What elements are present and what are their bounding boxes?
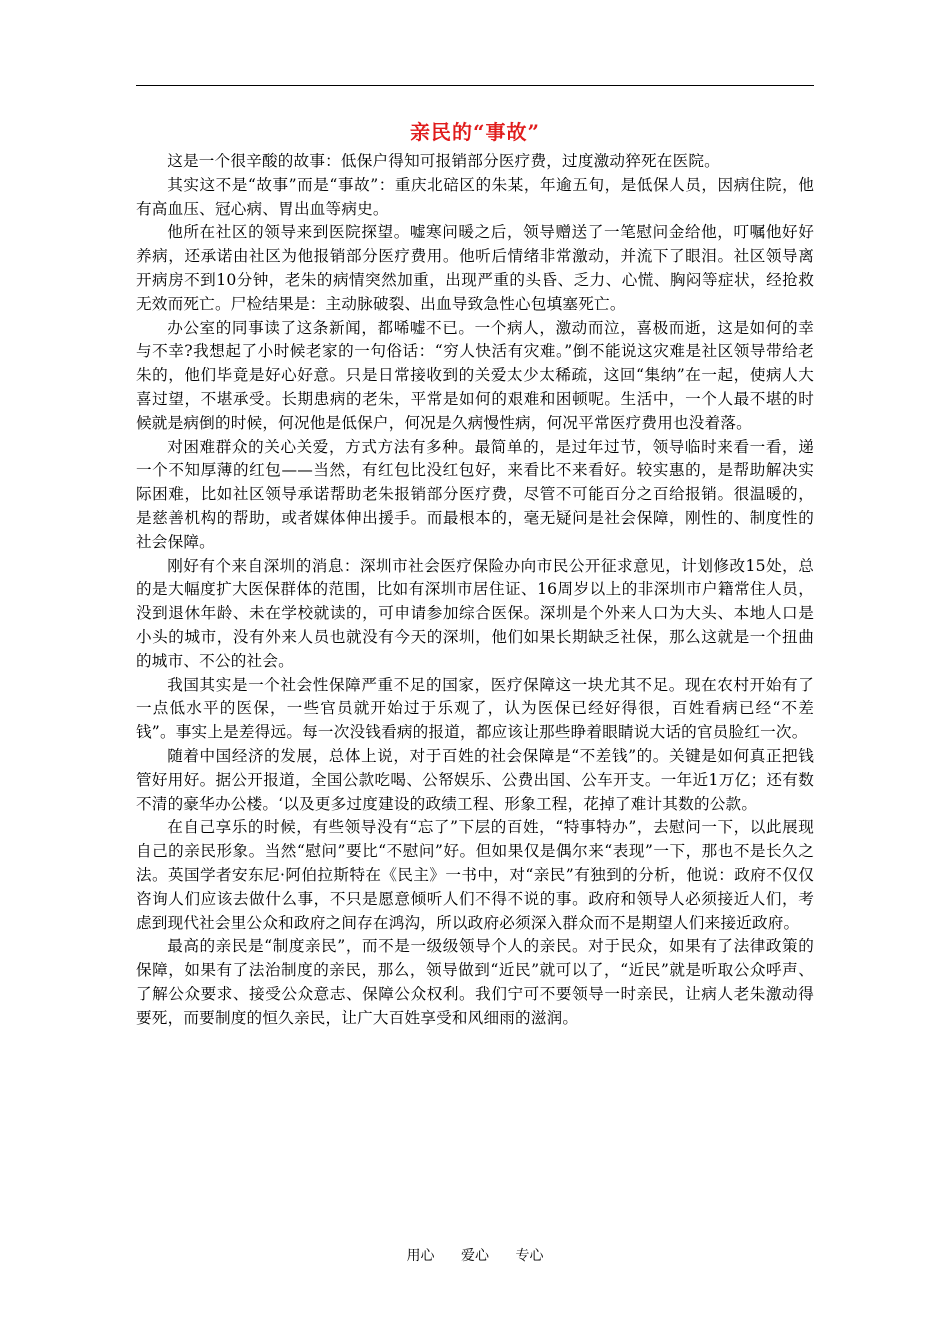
paragraph-4: 办公室的同事读了这条新闻，都唏嘘不已。一个病人，激动而泣，喜极而逝，这是如何的幸与不幸?我想起了小时候老家的一句俗话：“穷人快活有灾难。”倒不能说这灾难是社区领导带给老朱的，他们毕竟是好心好意。只是日常接收到的关爱太少太稀疏，这回“集纳”在一起，使病人大喜过望，不堪承受。长期患病的老朱，平常是如何的艰难和困顿呢。生活中，一个人最不堪的时候就是病倒的时候，何况他是低保户，何况是久病慢性病，何况平常医疗费用也没着落。 xyxy=(136,318,814,432)
paragraph-6: 刚好有个来自深圳的消息：深圳市社会医疗保险办向市民公开征求意见，计划修改15处，总的是大幅度扩大医保群体的范围，比如有深圳市居住证、16周岁以上的非深圳市户籍常住人员，没到退休年龄、未在学校就读的，可申请参加综合医保。深圳是个外来人口为大头、本地人口是小头的城市，没有外来人员也就没有今天的深圳，他们如果长期缺乏社保，那么这就是一个扭曲的城市、不公的社会。 xyxy=(136,556,814,670)
article-body xyxy=(136,150,814,1030)
paragraph-1: 这是一个很辛酸的故事：低保户得知可报销部分医疗费，过度激动猝死在医院。 xyxy=(167,152,720,170)
paragraph-7: 我国其实是一个社会性保障严重不足的国家，医疗保障这一块尤其不足。现在农村开始有了一点低水平的医保，一些官员就开始过于乐观了，认为医保已经好得很，百姓看病已经“不差钱”。事实上是差得远。每一次没钱看病的报道，都应该让那些睁着眼睛说大话的官员脸红一次。 xyxy=(136,675,814,742)
paragraph-10: 最高的亲民是“制度亲民”，而不是一级级领导个人的亲民。对于民众，如果有了法律政策的保障，如果有了法治制度的亲民，那么，领导做到“近民”就可以了，“近民”就是听取公众呼声、了解公众要求、接受公众意志、保障公众权利。我们宁可不要领导一时亲民，让病人老朱激动得要死，而要制度的恒久亲民，让广大百姓享受和风细雨的滋润。 xyxy=(136,937,814,1027)
paragraph-3: 他所在社区的领导来到医院探望。嘘寒问暖之后，领导赠送了一笔慰问金给他，叮嘱他好好养病，还承诺由社区为他报销部分医疗费用。他听后情绪非常激动，并流下了眼泪。社区领导离开病房不到10分钟，老朱的病情突然加重，出现严重的头昏、乏力、心慌、胸闷等症状，经抢救无效而死亡。尸检结果是：主动脉破裂、出血导致急性心包填塞死亡。 xyxy=(136,223,814,313)
page-footer: 用心 爱心 专心 xyxy=(406,1248,544,1264)
paragraph-9: 在自己享乐的时候，有些领导没有“忘了”下层的百姓，“特事特办”，去慰问一下，以此展现自己的亲民形象。当然“慰问”要比“不慰问”好。但如果仅是偶尔来“表现”一下，那也不是长久之法。英国学者安东尼·阿伯拉斯特在《民主》一书中，对“亲民”有独到的分析，他说：政府不仅仅咨询人们应该去做什么事，不只是愿意倾听人们不得不说的事。政府和领导人必须接近人们，考虑到现代社会里公众和政府之间存在鸿沟，所以政府必须深入群众而不是期望人们来接近政府。 xyxy=(136,818,814,932)
paragraph-8: 随着中国经济的发展，总体上说，对于百姓的社会保障是“不差钱”的。关键是如何真正把钱管好用好。据公开报道，全国公款吃喝、公帑娱乐、公费出国、公车开支。一年近1万亿；还有数不清的豪华办公楼。‘以及更多过度建设的政绩工程、形象工程，花掉了难计其数的公款。 xyxy=(136,746,814,813)
paragraph-2: 其实这不是“故事”而是“事故”：重庆北碚区的朱某，年逾五旬，是低保人员，因病住院，他有高血压、冠心病、胃出血等病史。 xyxy=(136,175,814,218)
article-title: 亲民的“事故” xyxy=(409,120,540,144)
paragraph-5: 对困难群众的关心关爱，方式方法有多种。最简单的，是过年过节，领导临时来看一看，递一个不知厚薄的红包——当然，有红包比没红包好，来看比不来看好。较实惠的，是帮助解决实际困难，比如社区领导承诺帮助老朱报销部分医疗费，尽管不可能百分之百给报销。很温暖的，是慈善机构的帮助，或者媒体伸出援手。而最根本的，毫无疑问是社会保障，刚性的、制度性的社会保障。 xyxy=(136,437,814,551)
header-rule xyxy=(136,85,814,86)
